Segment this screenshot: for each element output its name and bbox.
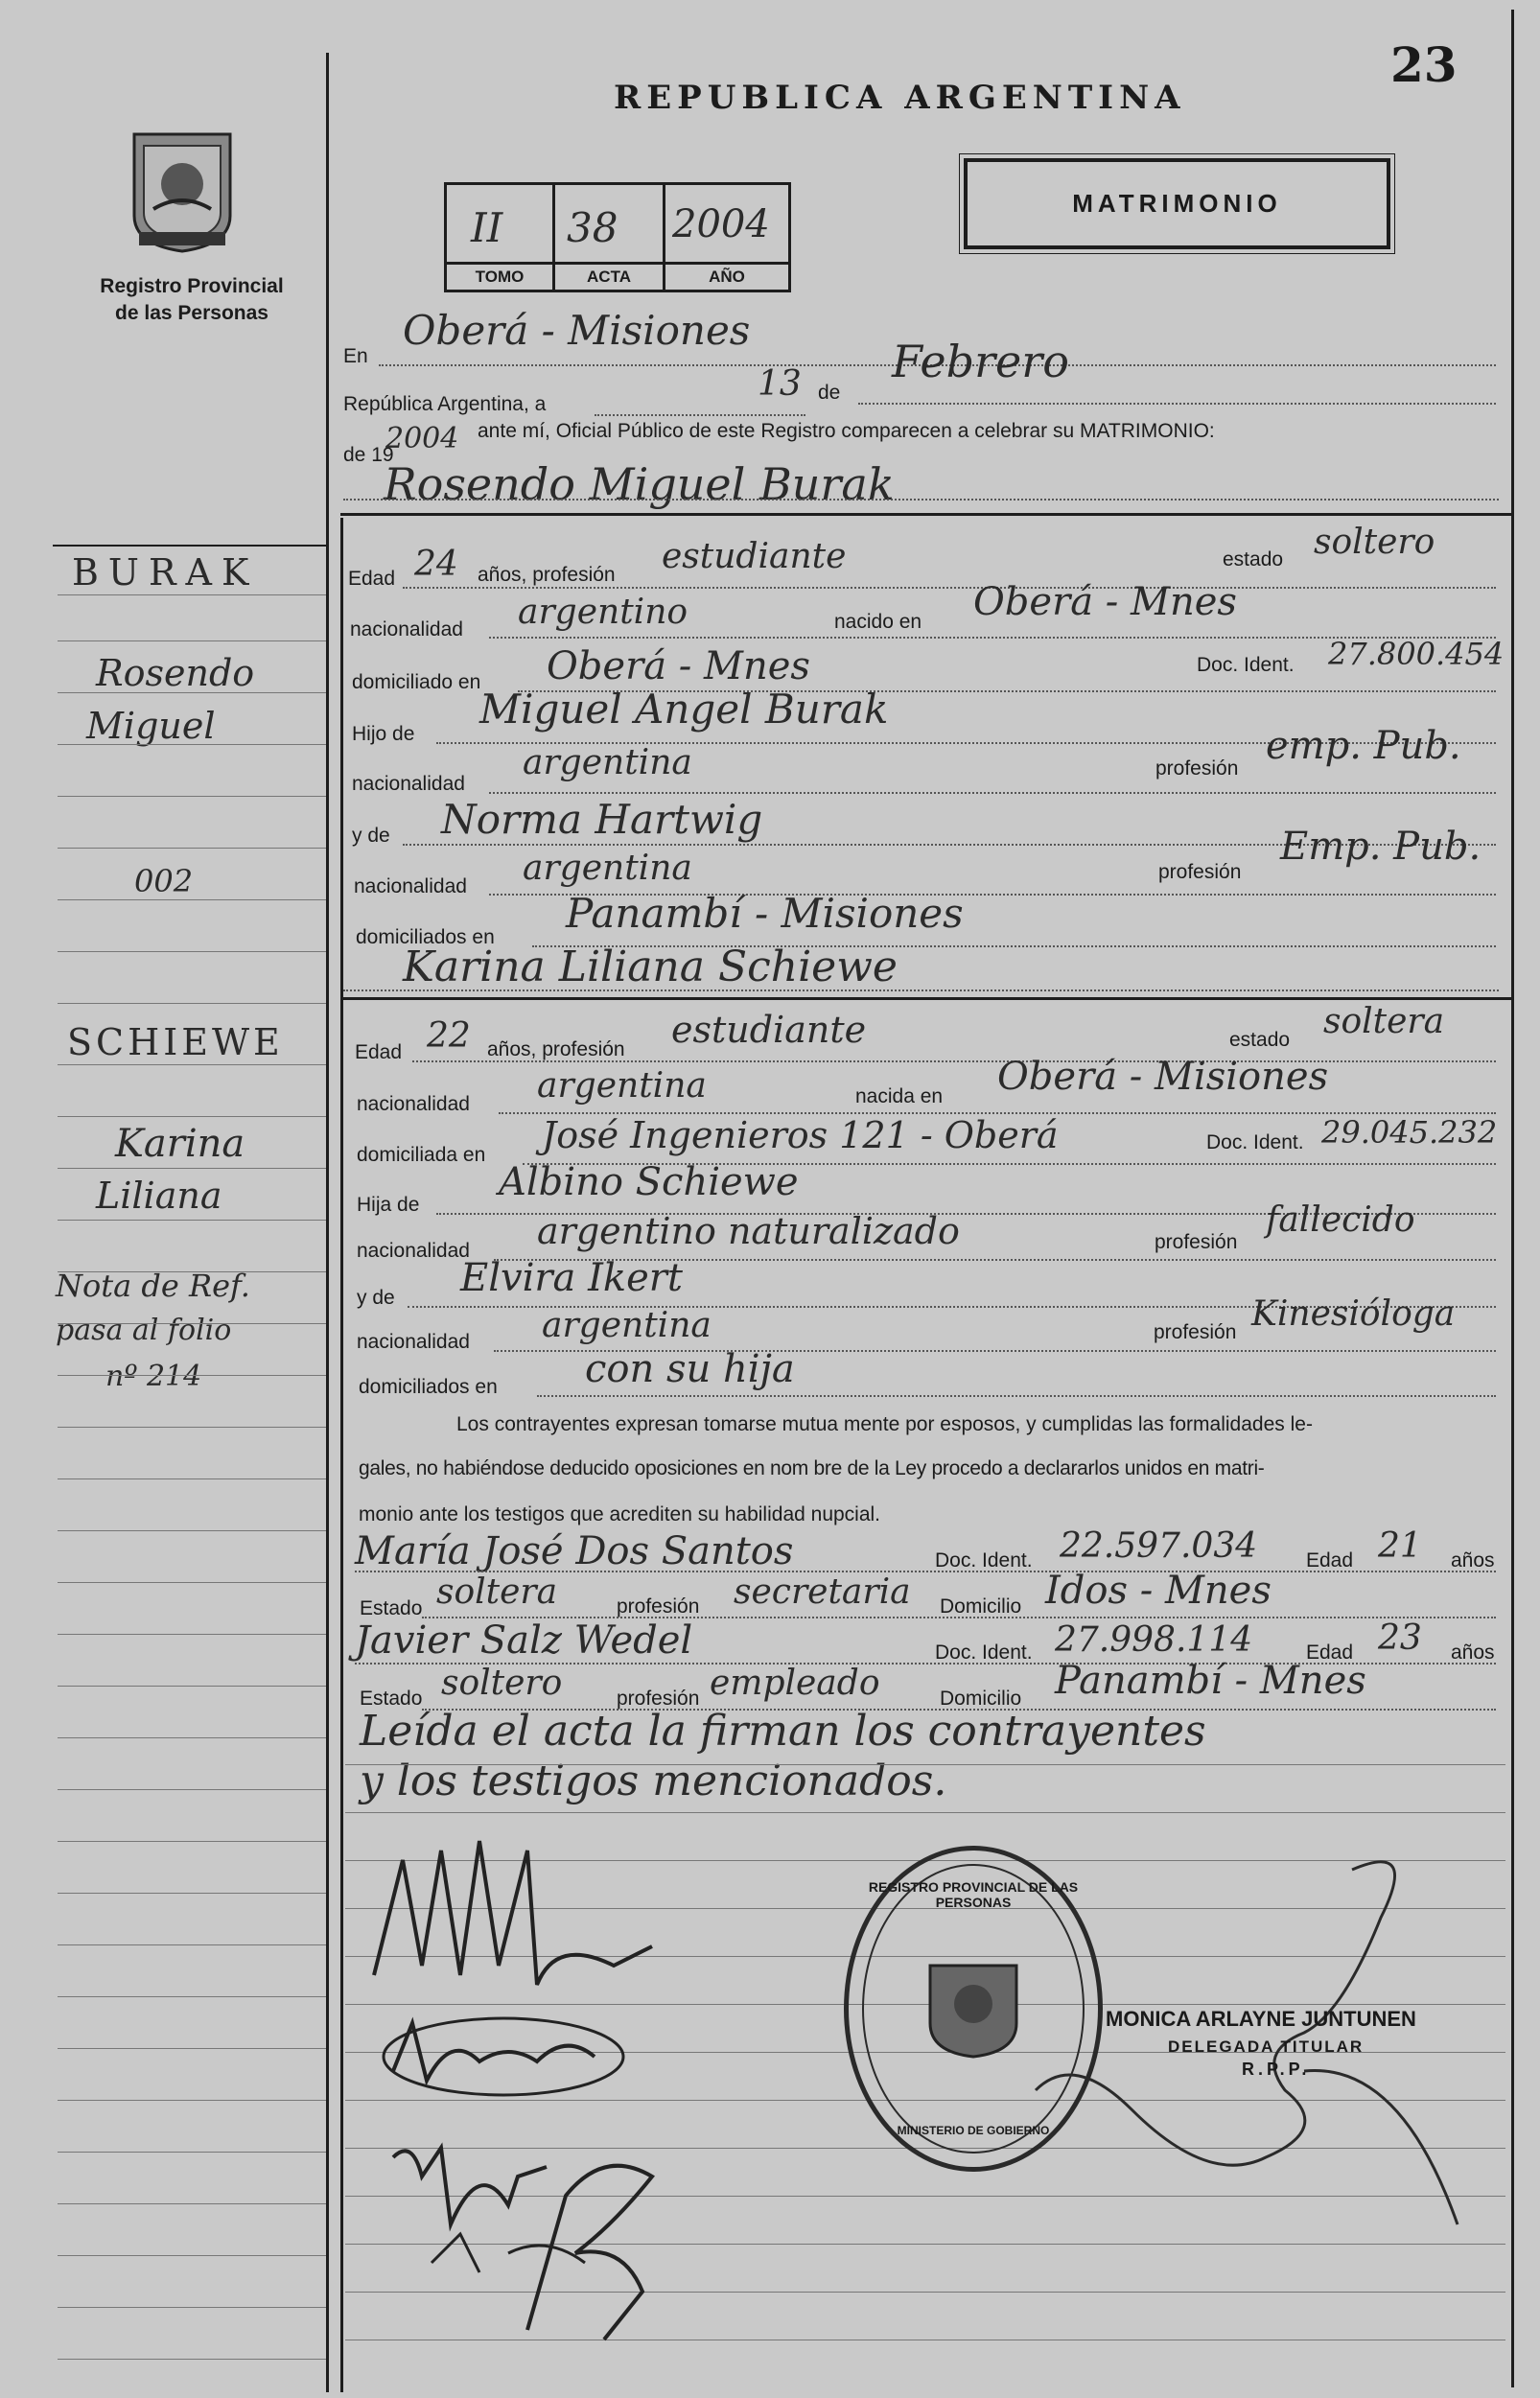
groom-yde-label: y de <box>352 825 390 847</box>
margin-groom-note: 002 <box>134 863 194 899</box>
groom-estado-label: estado <box>1223 548 1284 570</box>
bride-nationality: argentina <box>537 1066 707 1106</box>
margin-groom-given-2: Miguel <box>86 705 216 747</box>
witness1-name: María José Dos Santos <box>355 1529 794 1573</box>
bride-anos-profesion-label: años, profesión <box>487 1038 625 1060</box>
groom-nacionalidad-label: nacionalidad <box>350 618 463 640</box>
witness2-doc-label: Doc. Ident. <box>935 1641 1033 1664</box>
bride-nacida-label: nacida en <box>855 1085 944 1107</box>
country-title: REPUBLICA ARGENTINA <box>614 79 1186 117</box>
tomo-label: TOMO <box>475 268 525 286</box>
groom-father-nat-label: nacionalidad <box>352 773 465 795</box>
witness1-domicilio-label: Domicilio <box>940 1595 1022 1618</box>
groom-domiciliados-label: domiciliados en <box>356 926 495 948</box>
record-id-box <box>444 182 791 292</box>
ano-value: 2004 <box>672 202 770 246</box>
bride-domicile: José Ingenieros 121 - Oberá <box>542 1114 1059 1156</box>
groom-father-prof-label: profesión <box>1155 757 1239 780</box>
groom-estado: soltero <box>1314 523 1435 562</box>
acta-label: ACTA <box>587 268 631 286</box>
bride-domiciliados-label: domiciliados en <box>359 1376 498 1398</box>
groom-parents-domicile: Panambí - Misiones <box>566 890 964 937</box>
record-type-box <box>964 158 1390 249</box>
bride-father: Albino Schiewe <box>499 1160 799 1204</box>
bride-hija-label: Hija de <box>357 1194 420 1216</box>
margin-groom-given-1: Rosendo <box>96 652 255 694</box>
groom-nationality: argentino <box>518 593 688 632</box>
bride-father-nat: argentino naturalizado <box>537 1210 960 1252</box>
bride-yde-label: y de <box>357 1287 395 1309</box>
page-number: 23 <box>1390 36 1458 93</box>
bride-father-prof: fallecido <box>1266 1200 1415 1240</box>
year-prefix-label: de 19 <box>343 444 394 466</box>
groom-father-nat: argentina <box>523 743 692 782</box>
witness2-profession: empleado <box>710 1664 880 1703</box>
declaration-line-3: monio ante los testigos que acrediten su habilidad nupcial. <box>359 1503 881 1525</box>
en-label: En <box>343 345 368 367</box>
bride-nacionalidad-label: nacionalidad <box>357 1093 470 1115</box>
intro-sentence: ante mí, Oficial Público de este Registro comparecen a celebrar su MATRIMONIO: <box>478 420 1215 442</box>
margin-note-3: nº 214 <box>105 1360 202 1393</box>
groom-age: 24 <box>414 545 458 584</box>
bride-edad-label: Edad <box>355 1041 403 1063</box>
stamp-bottom: MINISTERIO DE GOBIERNO <box>897 2124 1050 2137</box>
bride-full-name: Karina Liliana Schiewe <box>403 943 898 991</box>
groom-profession: estudiante <box>662 537 847 576</box>
bride-doc: 29.045.232 <box>1321 1114 1498 1151</box>
closing-line-1: Leída el acta la firman los contrayentes <box>360 1707 1206 1756</box>
witness2-doc: 27.998.114 <box>1055 1620 1253 1660</box>
witness1-doc-label: Doc. Ident. <box>935 1549 1033 1572</box>
bride-mother-prof: Kinesióloga <box>1251 1294 1456 1334</box>
margin-note-2: pasa al folio <box>56 1314 232 1347</box>
margin-groom-surname: BURAK <box>72 551 259 594</box>
official-title: DELEGADA TITULAR <box>1168 2037 1365 2056</box>
groom-mother-prof: Emp. Pub. <box>1280 825 1482 869</box>
place: Oberá - Misiones <box>403 307 751 354</box>
witness2-edad-label: Edad <box>1306 1641 1354 1664</box>
registry-name: Registro Provincial de las Personas <box>100 275 284 324</box>
groom-domiciliado-label: domiciliado en <box>352 671 481 693</box>
groom-anos-profesion-label: años, profesión <box>478 564 616 586</box>
declaration-line-2: gales, no habiéndose deducido oposiciones en nom bre de la Ley procedo a declararlos unidos en matri- <box>359 1457 1265 1479</box>
bride-domiciliada-label: domiciliada en <box>357 1144 486 1166</box>
ano-label: AÑO <box>709 268 745 286</box>
groom-nacido-label: nacido en <box>834 611 922 633</box>
margin-divider <box>53 545 326 547</box>
witness2-age: 23 <box>1378 1618 1422 1658</box>
groom-birthplace: Oberá - Mnes <box>973 580 1237 624</box>
witness2-signature <box>489 2138 700 2359</box>
bride-mother-nat-label: nacionalidad <box>357 1331 470 1353</box>
groom-hijo-label: Hijo de <box>352 723 415 745</box>
witness1-domicile: Idos - Mnes <box>1045 1569 1272 1613</box>
bride-father-nat-label: nacionalidad <box>357 1240 470 1262</box>
witness2-domicile: Panambí - Mnes <box>1055 1659 1366 1703</box>
groom-mother-nat: argentina <box>523 849 692 888</box>
stamp-emblem-icon <box>916 1956 1031 2061</box>
month: Febrero <box>892 336 1069 387</box>
stamp-text: REGISTRO PROVINCIAL DE LAS PERSONAS <box>868 1879 1079 1910</box>
bride-estado: soltera <box>1323 1002 1445 1041</box>
bride-age: 22 <box>427 1016 471 1056</box>
witness1-estado-label: Estado <box>360 1597 423 1619</box>
bride-profession: estudiante <box>671 1009 867 1051</box>
official-office: R.P.P. <box>1242 2060 1311 2079</box>
bride-doc-label: Doc. Ident. <box>1206 1131 1304 1153</box>
tomo-value: II <box>471 204 503 251</box>
groom-section-divider <box>340 513 1511 516</box>
right-border <box>1511 10 1514 2387</box>
margin-bride-surname: SCHIEWE <box>67 1021 284 1063</box>
margin-bride-given-2: Liliana <box>96 1175 222 1217</box>
groom-father: Miguel Angel Burak <box>479 686 889 733</box>
witness1-profesion-label: profesión <box>617 1595 700 1618</box>
bride-birthplace: Oberá - Misiones <box>997 1055 1329 1099</box>
witness1-estado: soltera <box>436 1572 558 1612</box>
witness1-age: 21 <box>1378 1526 1422 1566</box>
groom-father-prof: emp. Pub. <box>1266 724 1461 768</box>
groom-doc-label: Doc. Ident. <box>1197 654 1295 676</box>
bride-signature <box>374 2004 642 2109</box>
witness1-anos-label: años <box>1451 1549 1495 1572</box>
day: 13 <box>758 364 802 404</box>
bride-mother-nat: argentina <box>542 1306 712 1345</box>
groom-full-name: Rosendo Miguel Burak <box>384 458 895 510</box>
closing-line-2: y los testigos mencionados. <box>360 1757 947 1805</box>
official-name: MONICA ARLAYNE JUNTUNEN <box>1106 2007 1416 2031</box>
republica-label: República Argentina, a <box>343 393 547 415</box>
groom-mother: Norma Hartwig <box>441 796 763 843</box>
acta-value: 38 <box>567 204 618 251</box>
bride-mother: Elvira Ikert <box>460 1256 683 1300</box>
witness1-edad-label: Edad <box>1306 1549 1354 1572</box>
groom-mother-prof-label: profesión <box>1158 861 1242 883</box>
bride-parents-domicile: con su hija <box>585 1347 795 1391</box>
left-margin-border <box>326 53 329 2392</box>
witness2-name: Javier Salz Wedel <box>355 1618 693 1663</box>
margin-bride-given-1: Karina <box>115 1122 245 1166</box>
groom-signature <box>364 1822 671 2014</box>
declaration-line-1: Los contrayentes expresan tomarse mutua mente por esposos, y cumplidas las formalidades le- <box>456 1413 1313 1435</box>
bride-section-divider <box>340 997 1511 1000</box>
bride-mother-prof-label: profesión <box>1154 1321 1237 1343</box>
groom-doc: 27.800.454 <box>1328 636 1505 672</box>
body-left-border <box>340 518 343 2392</box>
witness2-estado-label: Estado <box>360 1688 423 1710</box>
de-label: de <box>818 382 841 404</box>
groom-domicile: Oberá - Mnes <box>547 644 810 688</box>
groom-edad-label: Edad <box>348 568 396 590</box>
year-handwritten: 2004 <box>385 422 459 455</box>
margin-note-1: Nota de Ref. <box>56 1268 250 1304</box>
witness2-profesion-label: profesión <box>617 1688 700 1710</box>
provincial-seal-icon <box>125 125 240 254</box>
witness1-profession: secretaria <box>734 1572 911 1612</box>
record-type: MATRIMONIO <box>1072 189 1282 218</box>
bride-father-prof-label: profesión <box>1155 1231 1238 1253</box>
witness2-anos-label: años <box>1451 1641 1495 1664</box>
bride-estado-label: estado <box>1229 1029 1291 1051</box>
witness2-domicilio-label: Domicilio <box>940 1688 1022 1710</box>
groom-mother-nat-label: nacionalidad <box>354 875 467 897</box>
witness1-doc: 22.597.034 <box>1060 1526 1258 1566</box>
witness2-estado: soltero <box>441 1664 563 1703</box>
